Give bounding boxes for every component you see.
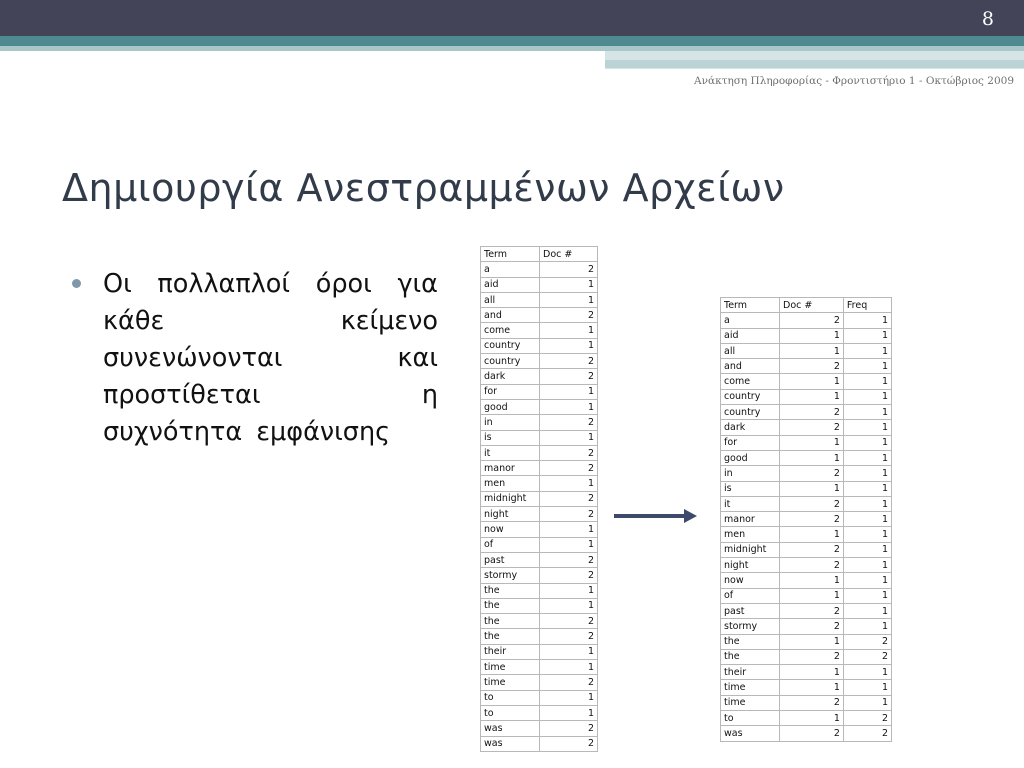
term-cell: time <box>721 680 780 695</box>
number-cell: 1 <box>540 537 598 552</box>
table-row <box>721 420 892 435</box>
term-cell: good <box>721 450 780 465</box>
number-cell: 1 <box>843 374 891 389</box>
term-doc-table <box>480 246 598 752</box>
term-cell: time <box>481 675 540 690</box>
term-cell: stormy <box>481 568 540 583</box>
table-row <box>721 649 892 664</box>
table-row <box>721 374 892 389</box>
bullet-dot-icon <box>72 279 81 288</box>
bullet-text: Οι πολλαπλοί όροι για κάθε κείμενο συνενώνονται και προστίθεται η συχνότητα εμφάνισης <box>103 269 438 447</box>
column-header: Term <box>721 298 780 313</box>
number-cell: 1 <box>843 343 891 358</box>
table-row <box>721 496 892 511</box>
number-cell: 1 <box>540 583 598 598</box>
term-cell: and <box>721 359 780 374</box>
number-cell: 1 <box>843 527 891 542</box>
number-cell: 2 <box>540 369 598 384</box>
term-cell: aid <box>721 328 780 343</box>
column-header: Doc # <box>540 247 598 262</box>
term-cell: in <box>481 415 540 430</box>
header-band-dark <box>0 0 1024 36</box>
number-cell: 2 <box>780 405 844 420</box>
term-cell: to <box>481 690 540 705</box>
right-arrow-icon <box>614 508 698 524</box>
number-cell: 1 <box>843 496 891 511</box>
table-row <box>721 389 892 404</box>
number-cell: 1 <box>780 450 844 465</box>
number-cell: 1 <box>780 573 844 588</box>
term-cell: the <box>481 629 540 644</box>
number-cell: 1 <box>540 598 598 613</box>
number-cell: 2 <box>540 629 598 644</box>
term-cell: midnight <box>721 542 780 557</box>
number-cell: 2 <box>540 354 598 369</box>
number-cell: 1 <box>843 603 891 618</box>
number-cell: 1 <box>780 389 844 404</box>
table-row <box>481 399 598 414</box>
table-row <box>721 603 892 618</box>
number-cell: 2 <box>540 262 598 277</box>
table-row <box>721 711 892 726</box>
column-header: Doc # <box>780 298 844 313</box>
term-cell: country <box>721 389 780 404</box>
column-header: Term <box>481 247 540 262</box>
table-row <box>481 369 598 384</box>
table-row <box>481 384 598 399</box>
term-cell: stormy <box>721 619 780 634</box>
number-cell: 1 <box>540 660 598 675</box>
table-row <box>721 634 892 649</box>
number-cell: 1 <box>540 705 598 720</box>
number-cell: 1 <box>780 634 844 649</box>
term-cell: come <box>481 323 540 338</box>
number-cell: 1 <box>780 328 844 343</box>
table-row <box>481 537 598 552</box>
number-cell: 2 <box>780 512 844 527</box>
term-cell: all <box>481 292 540 307</box>
number-cell: 1 <box>843 328 891 343</box>
table-row <box>721 542 892 557</box>
table-row <box>481 323 598 338</box>
term-cell: of <box>481 537 540 552</box>
table-row <box>481 690 598 705</box>
number-cell: 1 <box>843 405 891 420</box>
number-cell: 1 <box>780 481 844 496</box>
term-cell: all <box>721 343 780 358</box>
number-cell: 2 <box>540 736 598 751</box>
table-row <box>721 359 892 374</box>
table-row <box>481 262 598 277</box>
page-number: 8 <box>981 8 994 30</box>
number-cell: 1 <box>540 323 598 338</box>
term-cell: the <box>721 634 780 649</box>
number-cell: 2 <box>540 568 598 583</box>
table-row <box>481 445 598 460</box>
term-cell: country <box>481 354 540 369</box>
number-cell: 1 <box>780 711 844 726</box>
table-row <box>721 481 892 496</box>
table-row <box>721 405 892 420</box>
number-cell: 2 <box>540 415 598 430</box>
term-cell: was <box>481 721 540 736</box>
table-row <box>481 629 598 644</box>
number-cell: 2 <box>780 466 844 481</box>
table-row <box>481 354 598 369</box>
table-row <box>721 619 892 634</box>
term-cell: dark <box>721 420 780 435</box>
term-cell: is <box>721 481 780 496</box>
number-cell: 2 <box>780 496 844 511</box>
term-cell: country <box>721 405 780 420</box>
term-cell: manor <box>481 461 540 476</box>
table-row <box>481 338 598 353</box>
number-cell: 1 <box>540 338 598 353</box>
table-row <box>481 430 598 445</box>
term-doc-freq-table <box>720 297 892 742</box>
table-row <box>481 522 598 537</box>
term-cell: night <box>481 507 540 522</box>
term-cell: aid <box>481 277 540 292</box>
table-row <box>481 598 598 613</box>
term-cell: now <box>481 522 540 537</box>
number-cell: 2 <box>780 619 844 634</box>
number-cell: 1 <box>843 558 891 573</box>
table-row <box>721 665 892 680</box>
table-row <box>721 313 892 328</box>
table-row <box>481 552 598 567</box>
table-row <box>721 573 892 588</box>
number-cell: 1 <box>540 399 598 414</box>
number-cell: 2 <box>780 649 844 664</box>
term-cell: their <box>721 665 780 680</box>
table-row <box>721 343 892 358</box>
number-cell: 2 <box>540 445 598 460</box>
number-cell: 2 <box>843 711 891 726</box>
term-cell: past <box>721 603 780 618</box>
number-cell: 2 <box>540 552 598 567</box>
number-cell: 2 <box>843 649 891 664</box>
term-cell: a <box>721 313 780 328</box>
table-row <box>481 705 598 720</box>
number-cell: 1 <box>843 695 891 710</box>
slide-title: Δημιουργία Ανεστραμμένων Αρχείων <box>62 166 785 210</box>
table-row <box>721 695 892 710</box>
number-cell: 2 <box>540 507 598 522</box>
number-cell: 1 <box>843 665 891 680</box>
number-cell: 1 <box>780 343 844 358</box>
table-row <box>481 644 598 659</box>
table-row <box>481 568 598 583</box>
table-row <box>721 512 892 527</box>
number-cell: 1 <box>540 690 598 705</box>
table-row <box>721 527 892 542</box>
term-cell: country <box>481 338 540 353</box>
table-row <box>481 461 598 476</box>
bullet-item <box>74 266 438 451</box>
table-row <box>481 721 598 736</box>
number-cell: 2 <box>843 634 891 649</box>
table-row <box>721 726 892 741</box>
number-cell: 1 <box>780 680 844 695</box>
number-cell: 2 <box>540 721 598 736</box>
term-cell: to <box>721 711 780 726</box>
number-cell: 2 <box>780 420 844 435</box>
table-row <box>721 450 892 465</box>
number-cell: 1 <box>540 644 598 659</box>
term-cell: was <box>481 736 540 751</box>
term-cell: manor <box>721 512 780 527</box>
number-cell: 2 <box>540 614 598 629</box>
term-cell: past <box>481 552 540 567</box>
table-row <box>481 491 598 506</box>
number-cell: 1 <box>540 384 598 399</box>
table-row <box>481 476 598 491</box>
table-row <box>481 675 598 690</box>
number-cell: 2 <box>843 726 891 741</box>
number-cell: 1 <box>540 522 598 537</box>
term-cell: men <box>721 527 780 542</box>
term-cell: for <box>721 435 780 450</box>
number-cell: 1 <box>843 481 891 496</box>
number-cell: 1 <box>780 435 844 450</box>
table-row <box>481 415 598 430</box>
number-cell: 1 <box>540 292 598 307</box>
number-cell: 1 <box>843 512 891 527</box>
term-cell: night <box>721 558 780 573</box>
number-cell: 1 <box>780 374 844 389</box>
table-row <box>481 292 598 307</box>
table-header-row <box>481 247 598 262</box>
number-cell: 1 <box>843 450 891 465</box>
number-cell: 1 <box>540 476 598 491</box>
term-cell: to <box>481 705 540 720</box>
term-cell: come <box>721 374 780 389</box>
table-row <box>721 466 892 481</box>
number-cell: 2 <box>780 558 844 573</box>
table-row <box>481 507 598 522</box>
term-cell: a <box>481 262 540 277</box>
term-cell: time <box>481 660 540 675</box>
term-cell: time <box>721 695 780 710</box>
header-band-teal <box>0 36 1024 46</box>
term-cell: it <box>481 445 540 460</box>
term-cell: the <box>721 649 780 664</box>
term-cell: and <box>481 308 540 323</box>
table-row <box>721 328 892 343</box>
number-cell: 1 <box>843 359 891 374</box>
term-cell: was <box>721 726 780 741</box>
term-cell: it <box>721 496 780 511</box>
number-cell: 1 <box>843 542 891 557</box>
number-cell: 2 <box>780 695 844 710</box>
number-cell: 2 <box>780 313 844 328</box>
term-cell: midnight <box>481 491 540 506</box>
table-row <box>481 736 598 751</box>
number-cell: 1 <box>780 527 844 542</box>
number-cell: 1 <box>843 573 891 588</box>
number-cell: 2 <box>540 461 598 476</box>
column-header: Freq <box>843 298 891 313</box>
number-cell: 2 <box>780 603 844 618</box>
term-cell: the <box>481 614 540 629</box>
term-cell: for <box>481 384 540 399</box>
number-cell: 2 <box>540 308 598 323</box>
term-cell: is <box>481 430 540 445</box>
table-row <box>481 660 598 675</box>
table-row <box>721 680 892 695</box>
slide-caption: Ανάκτηση Πληροφορίας - Φροντιστήριο 1 - Οκτώβριος 2009 <box>694 75 1014 87</box>
number-cell: 1 <box>843 466 891 481</box>
term-cell: of <box>721 588 780 603</box>
table-header-row <box>721 298 892 313</box>
term-cell: now <box>721 573 780 588</box>
number-cell: 2 <box>780 726 844 741</box>
number-cell: 1 <box>843 313 891 328</box>
number-cell: 1 <box>843 619 891 634</box>
table-row <box>721 588 892 603</box>
number-cell: 1 <box>843 389 891 404</box>
number-cell: 1 <box>843 680 891 695</box>
table-row <box>481 614 598 629</box>
table-row <box>721 435 892 450</box>
number-cell: 2 <box>780 542 844 557</box>
number-cell: 1 <box>843 588 891 603</box>
term-cell: their <box>481 644 540 659</box>
term-cell: the <box>481 583 540 598</box>
table-row <box>481 308 598 323</box>
term-cell: dark <box>481 369 540 384</box>
term-cell: the <box>481 598 540 613</box>
number-cell: 1 <box>843 435 891 450</box>
number-cell: 1 <box>780 665 844 680</box>
number-cell: 2 <box>780 359 844 374</box>
number-cell: 2 <box>540 675 598 690</box>
number-cell: 2 <box>540 491 598 506</box>
number-cell: 1 <box>780 588 844 603</box>
term-cell: in <box>721 466 780 481</box>
table-row <box>481 277 598 292</box>
term-cell: good <box>481 399 540 414</box>
term-cell: men <box>481 476 540 491</box>
number-cell: 1 <box>843 420 891 435</box>
number-cell: 1 <box>540 430 598 445</box>
header-band-line <box>605 60 1024 68</box>
table-row <box>481 583 598 598</box>
table-row <box>721 558 892 573</box>
number-cell: 1 <box>540 277 598 292</box>
